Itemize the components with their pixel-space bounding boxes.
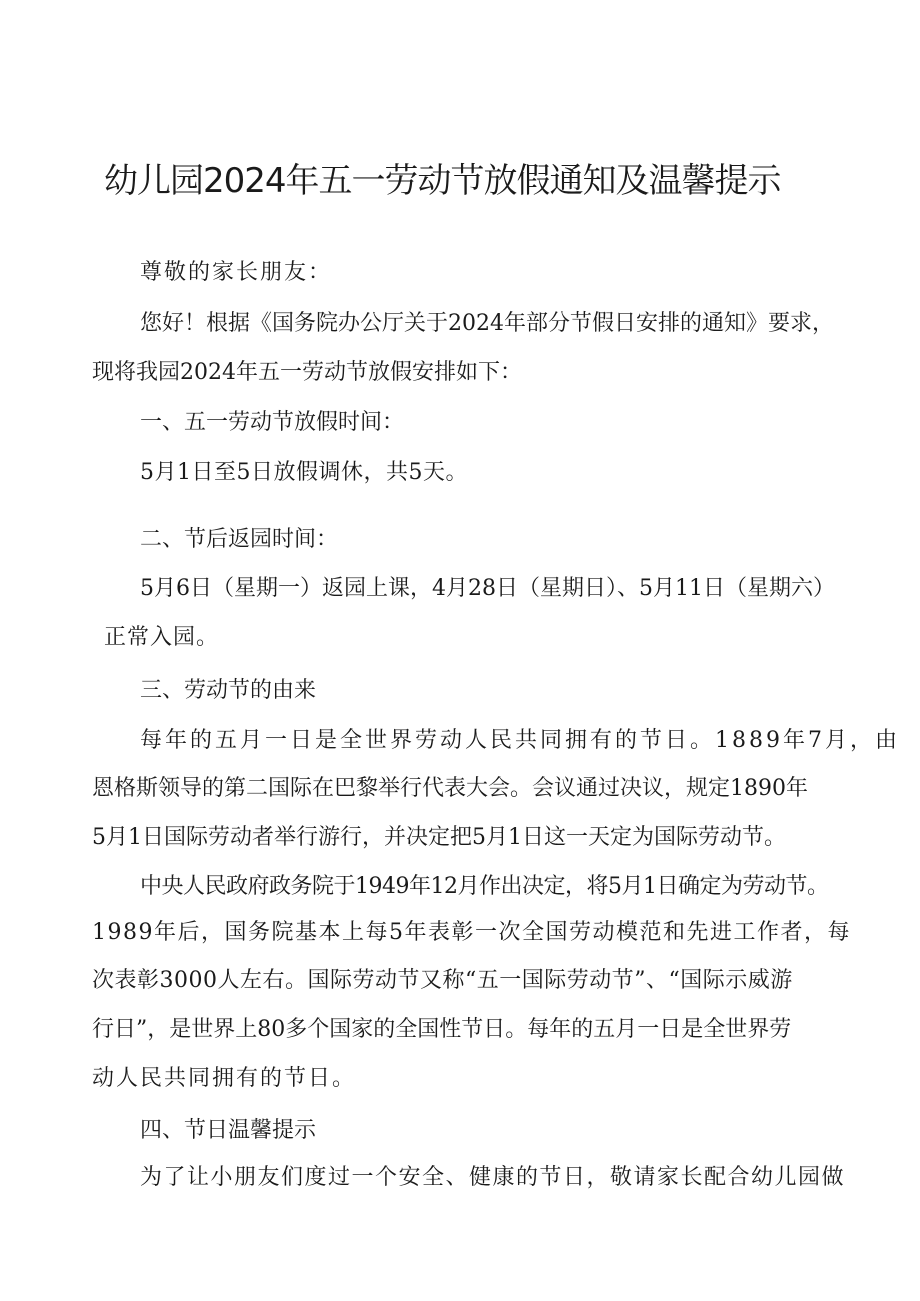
paragraph-line: 中央人民政府政务院于1949年12月作出决定，将5月1日确定为劳动节。 xyxy=(140,874,829,899)
paragraph-line: 动人民共同拥有的节日。 xyxy=(92,1066,357,1091)
paragraph-line: 次表彰3000人左右。国际劳动节又称“五一国际劳动节”、“国际示威游 xyxy=(92,968,793,993)
section-heading-origin: 三、劳动节的由来 xyxy=(140,678,317,703)
section-heading-return-time: 二、节后返园时间： xyxy=(140,527,339,552)
section-text-line: 为了让小朋友们度过一个安全、健康的节日，敬请家长配合幼儿园做 xyxy=(140,1165,846,1190)
intro-line: 现将我园2024年五一劳动节放假安排如下： xyxy=(92,360,522,385)
section-heading-tips: 四、节日温馨提示 xyxy=(140,1118,317,1143)
document-title: 幼儿园2024年五一劳动节放假通知及温馨提示 xyxy=(104,161,781,201)
intro-line: 您好！根据《国务院办公厅关于2024年部分节假日安排的通知》要求， xyxy=(140,311,834,336)
greeting: 尊敬的家长朋友： xyxy=(140,260,333,285)
paragraph-line: 每年的五月一日是全世界劳动人民共同拥有的节日。1889年7月，由 xyxy=(140,728,900,753)
section-text-line: 5月6日（星期一）返园上课，4月28日（星期日）、5月11日（星期六） xyxy=(140,576,835,601)
paragraph-line: 行日”，是世界上80多个国家的全国性节日。每年的五月一日是全世界劳 xyxy=(92,1017,792,1042)
section-heading-holiday-time: 一、五一劳动节放假时间： xyxy=(140,410,405,435)
paragraph-line: 恩格斯领导的第二国际在巴黎举行代表大会。会议通过决议，规定1890年 xyxy=(92,776,808,801)
section-text-line: 5月1日至5日放假调休，共5天。 xyxy=(140,460,468,485)
section-text-line: 正常入园。 xyxy=(104,625,220,650)
paragraph-line: 1989年后，国务院基本上每5年表彰一次全国劳动模范和先进工作者，每 xyxy=(92,920,851,945)
paragraph-line: 5月1日国际劳动者举行游行，并决定把5月1日这一天定为国际劳动节。 xyxy=(92,825,786,850)
